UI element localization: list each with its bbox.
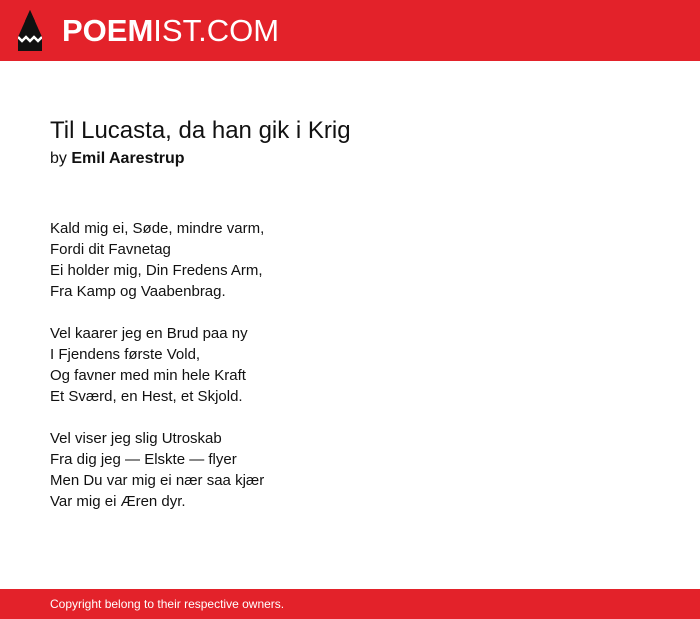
poem-line: Og favner med min hele Kraft <box>50 367 246 384</box>
poem-line: Var mig ei Æren dyr. <box>50 493 186 510</box>
author-name: Emil Aarestrup <box>71 150 185 167</box>
byline <box>50 149 185 169</box>
poem-line: Fra dig jeg — Elskte — flyer <box>50 451 237 468</box>
poem-title: Til Lucasta, da han gik i Krig <box>50 117 351 144</box>
by-label: by <box>50 150 67 167</box>
logo-bold-text: POEM <box>62 13 154 48</box>
poem-line: Ei holder mig, Din Fredens Arm, <box>50 262 263 279</box>
poem-line: Fordi dit Favnetag <box>50 241 171 258</box>
stanza <box>50 218 650 302</box>
poem-body <box>50 218 650 533</box>
poem-line: Fra Kamp og Vaabenbrag. <box>50 283 226 300</box>
poem-line: Kald mig ei, Søde, mindre varm, <box>50 220 265 237</box>
poem-line: Vel viser jeg slig Utroskab <box>50 430 222 447</box>
stanza <box>50 428 650 512</box>
site-logo[interactable] <box>62 13 279 49</box>
poem-line: I Fjendens første Vold, <box>50 346 201 363</box>
site-footer <box>0 589 700 619</box>
poem-line: Vel kaarer jeg en Brud paa ny <box>50 325 248 342</box>
site-header <box>0 0 700 61</box>
logo-light-text: IST.COM <box>153 13 280 48</box>
stanza <box>50 323 650 407</box>
poem-line: Men Du var mig ei nær saa kjær <box>50 472 265 489</box>
pencil-icon[interactable] <box>18 10 42 51</box>
poem-line: Et Sværd, en Hest, et Skjold. <box>50 388 243 405</box>
copyright-text: Copyright belong to their respective owners. <box>50 597 285 611</box>
